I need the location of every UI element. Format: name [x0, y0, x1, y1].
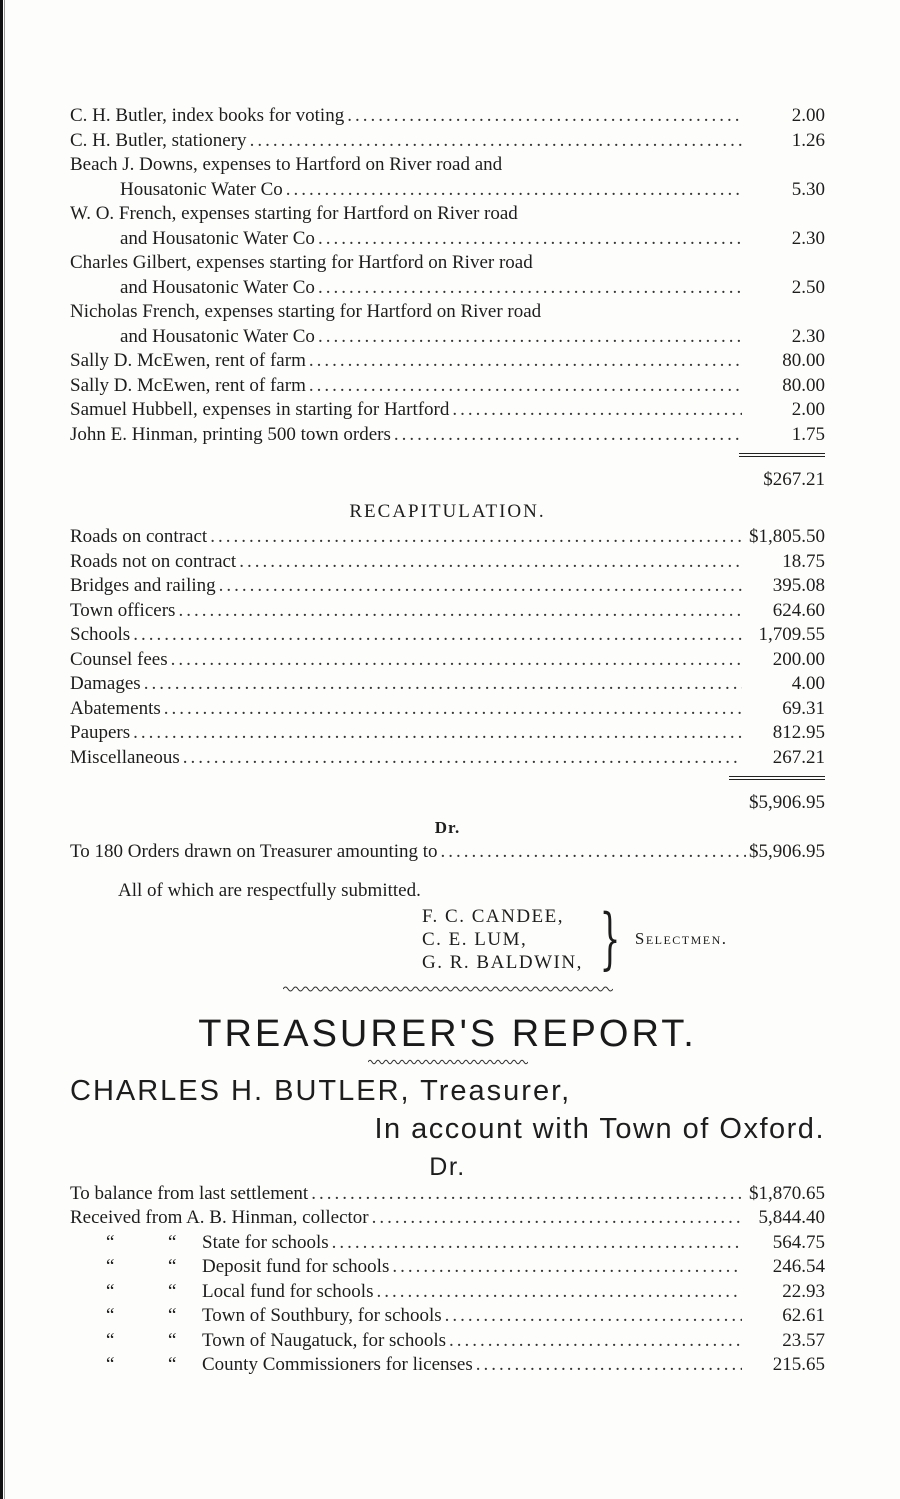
item-label: Damages: [70, 673, 141, 694]
list-item: [70, 349, 825, 374]
list-item: [70, 202, 825, 251]
item-amount: $1,805.50: [749, 526, 825, 547]
total-rule: [70, 447, 825, 457]
misc-total: $267.21: [763, 469, 825, 490]
item-amount: 1.26: [791, 129, 825, 151]
page-binding-edge: [0, 0, 3, 1499]
list-item: [70, 746, 825, 771]
list-item: [70, 153, 825, 202]
total-rule: [70, 770, 825, 780]
item-label: To 180 Orders drawn on Treasurer amounting to: [70, 841, 438, 862]
leader-dots: [476, 1353, 742, 1378]
list-item: [70, 697, 825, 722]
leader-dots: [309, 349, 742, 374]
item-label: Roads on contract: [70, 526, 208, 547]
item-amount: 215.65: [772, 1354, 825, 1375]
list-item: [70, 1206, 825, 1231]
item-amount: 1,709.55: [758, 624, 825, 645]
leader-dots: [219, 574, 742, 599]
submitted-statement: All of which are respectfully submitted.: [118, 879, 421, 901]
item-amount: 22.93: [782, 1280, 825, 1302]
leader-dots: [183, 746, 742, 771]
item-amount: 2.00: [791, 399, 825, 420]
leader-dots: [394, 423, 742, 448]
item-label-text: State for schools: [202, 1231, 329, 1253]
list-item: [70, 374, 825, 399]
list-item: [70, 300, 825, 349]
item-amount: 246.54: [772, 1256, 825, 1277]
ditto-mark: “: [168, 1329, 177, 1351]
signature-names: [422, 905, 583, 974]
item-label: [70, 1280, 373, 1305]
item-label: To balance from last settlement: [70, 1182, 309, 1204]
item-amount: 69.31: [782, 697, 825, 719]
item-label: Sally D. McEwen, rent of farm: [70, 374, 306, 396]
leader-dots: [133, 623, 742, 648]
recap-total: $5,906.95: [749, 792, 825, 813]
leader-dots: [309, 374, 742, 399]
item-amount: 2.30: [791, 325, 825, 347]
leader-dots: [250, 129, 742, 154]
leader-dots: [239, 550, 742, 575]
leader-dots: [210, 525, 746, 550]
item-amount: 200.00: [772, 648, 825, 670]
item-label-text: Town of Southbury, for schools: [202, 1305, 442, 1326]
item-label: Miscellaneous: [70, 746, 180, 768]
list-item: [70, 1329, 825, 1354]
item-amount: 23.57: [782, 1329, 825, 1351]
leader-dots: [164, 697, 742, 722]
leader-dots: [311, 1182, 746, 1207]
item-amount: 4.00: [791, 673, 825, 694]
ditto-mark: “: [106, 1354, 115, 1375]
list-item: [70, 574, 825, 599]
item-amount: 80.00: [782, 350, 825, 371]
item-amount: 5.30: [791, 178, 825, 200]
leader-dots: [376, 1280, 742, 1305]
item-amount: 395.08: [772, 575, 825, 596]
signer-name: G. R. BALDWIN,: [422, 951, 583, 973]
item-label: Samuel Hubbell, expenses in starting for Hartford: [70, 399, 450, 420]
item-label-line1: Charles Gilbert, expenses starting for Hartford on River road: [70, 252, 533, 273]
item-label: Received from A. B. Hinman, collector: [70, 1207, 369, 1228]
list-item: [70, 251, 825, 300]
item-label-text: Deposit fund for schools: [202, 1256, 390, 1277]
treasurer-items-list: [70, 1182, 825, 1378]
leader-dots: [178, 599, 742, 624]
treasurer-report-title: TREASURER'S REPORT.: [198, 1012, 697, 1055]
document-page: [70, 104, 825, 1378]
item-label: Housatonic Water Co: [120, 178, 283, 200]
treasurer-name-line: CHARLES H. BUTLER, Treasurer,: [70, 1074, 572, 1107]
item-label: [70, 1329, 446, 1354]
item-label-text: County Commissioners for licenses: [202, 1354, 473, 1375]
list-item: [70, 1182, 825, 1207]
signer-name: F. C. CANDEE,: [422, 905, 565, 927]
recap-list: [70, 525, 825, 770]
item-amount: $1,870.65: [749, 1182, 825, 1204]
item-label: [70, 1255, 389, 1280]
item-amount: $5,906.95: [749, 841, 825, 862]
list-item: [70, 648, 825, 673]
item-label: [70, 1353, 473, 1378]
item-label-line1: Nicholas French, expenses starting for Hartford on River road: [70, 301, 542, 322]
ditto-mark: “: [168, 1280, 177, 1302]
leader-dots: [392, 1255, 742, 1280]
treasurer-dr-heading: Dr.: [429, 1152, 466, 1181]
list-item: [70, 550, 825, 575]
ditto-mark: “: [106, 1329, 115, 1351]
item-label: [70, 1231, 329, 1256]
misc-items-list: [70, 104, 825, 447]
leader-dots: [171, 648, 742, 673]
leader-dots: [286, 178, 742, 203]
item-label: C. H. Butler, index books for voting: [70, 105, 345, 126]
item-amount: 5,844.40: [758, 1207, 825, 1228]
item-amount: 812.95: [772, 722, 825, 743]
item-amount: 18.75: [782, 550, 825, 572]
item-label: Abatements: [70, 697, 161, 719]
item-label: Town officers: [70, 599, 176, 621]
ditto-mark: “: [168, 1231, 177, 1253]
ditto-mark: “: [106, 1280, 115, 1302]
ditto-mark: “: [106, 1305, 115, 1326]
list-item: [70, 623, 825, 648]
recap-heading: RECAPITULATION.: [349, 501, 546, 522]
item-amount: 1.75: [791, 423, 825, 445]
item-amount: 62.61: [782, 1305, 825, 1326]
item-amount: 624.60: [772, 599, 825, 621]
list-item: [70, 129, 825, 154]
dr-heading: Dr.: [434, 818, 461, 837]
signer-role: Selectmen.: [634, 929, 728, 948]
orders-line: [70, 840, 825, 865]
item-label: Paupers: [70, 722, 131, 743]
ditto-mark: “: [168, 1354, 177, 1375]
list-item: [70, 1255, 825, 1280]
item-amount: 2.30: [791, 227, 825, 249]
item-label: Sally D. McEwen, rent of farm: [70, 350, 306, 371]
ditto-mark: “: [106, 1231, 115, 1253]
item-label-text: Town of Naugatuck, for schools: [202, 1329, 447, 1351]
leader-dots: [318, 276, 742, 301]
leader-dots: [347, 104, 742, 129]
ditto-mark: “: [168, 1256, 177, 1277]
item-label: Counsel fees: [70, 648, 168, 670]
item-amount: 2.50: [791, 276, 825, 298]
item-amount: 2.00: [791, 105, 825, 126]
item-label: [70, 1304, 442, 1329]
list-item: [70, 1280, 825, 1305]
ditto-mark: “: [106, 1256, 115, 1277]
list-item: [70, 1231, 825, 1256]
item-label: and Housatonic Water Co: [120, 325, 315, 347]
list-item: [70, 398, 825, 423]
ditto-mark: “: [168, 1305, 177, 1326]
item-amount: 564.75: [772, 1231, 825, 1253]
item-amount: 80.00: [782, 374, 825, 396]
leader-dots: [133, 721, 742, 746]
leader-dots: [318, 227, 742, 252]
list-item: [70, 672, 825, 697]
list-item: [70, 721, 825, 746]
leader-dots: [318, 325, 742, 350]
list-item: [70, 599, 825, 624]
wavy-divider-small: [70, 1058, 825, 1068]
item-label: C. H. Butler, stationery: [70, 129, 247, 151]
list-item: [70, 104, 825, 129]
account-line: In account with Town of Oxford.: [374, 1112, 825, 1145]
leader-dots: [144, 672, 742, 697]
brace-icon: }: [599, 899, 621, 977]
wavy-divider: [70, 984, 825, 996]
item-label: and Housatonic Water Co: [120, 276, 315, 298]
leader-dots: [452, 398, 742, 423]
signer-name: C. E. LUM,: [422, 928, 528, 950]
item-amount: 267.21: [772, 746, 825, 768]
item-label: John E. Hinman, printing 500 town orders: [70, 423, 391, 445]
item-label: Schools: [70, 624, 131, 645]
page-binding-shadow: [4, 0, 5, 1499]
item-label-text: Local fund for schools: [202, 1280, 374, 1302]
list-item: [70, 1353, 825, 1378]
leader-dots: [441, 840, 746, 865]
leader-dots: [332, 1231, 742, 1256]
leader-dots: [449, 1329, 742, 1354]
leader-dots: [445, 1304, 742, 1329]
item-label: Roads not on contract: [70, 550, 237, 572]
item-label: Bridges and railing: [70, 575, 216, 596]
list-item: [70, 423, 825, 448]
leader-dots: [372, 1206, 742, 1231]
list-item: [70, 525, 825, 550]
item-label-line1: Beach J. Downs, expenses to Hartford on River road and: [70, 154, 503, 175]
list-item: [70, 1304, 825, 1329]
signature-block: [422, 899, 825, 977]
item-label-line1: W. O. French, expenses starting for Hartford on River road: [70, 203, 518, 224]
item-label: and Housatonic Water Co: [120, 227, 315, 249]
